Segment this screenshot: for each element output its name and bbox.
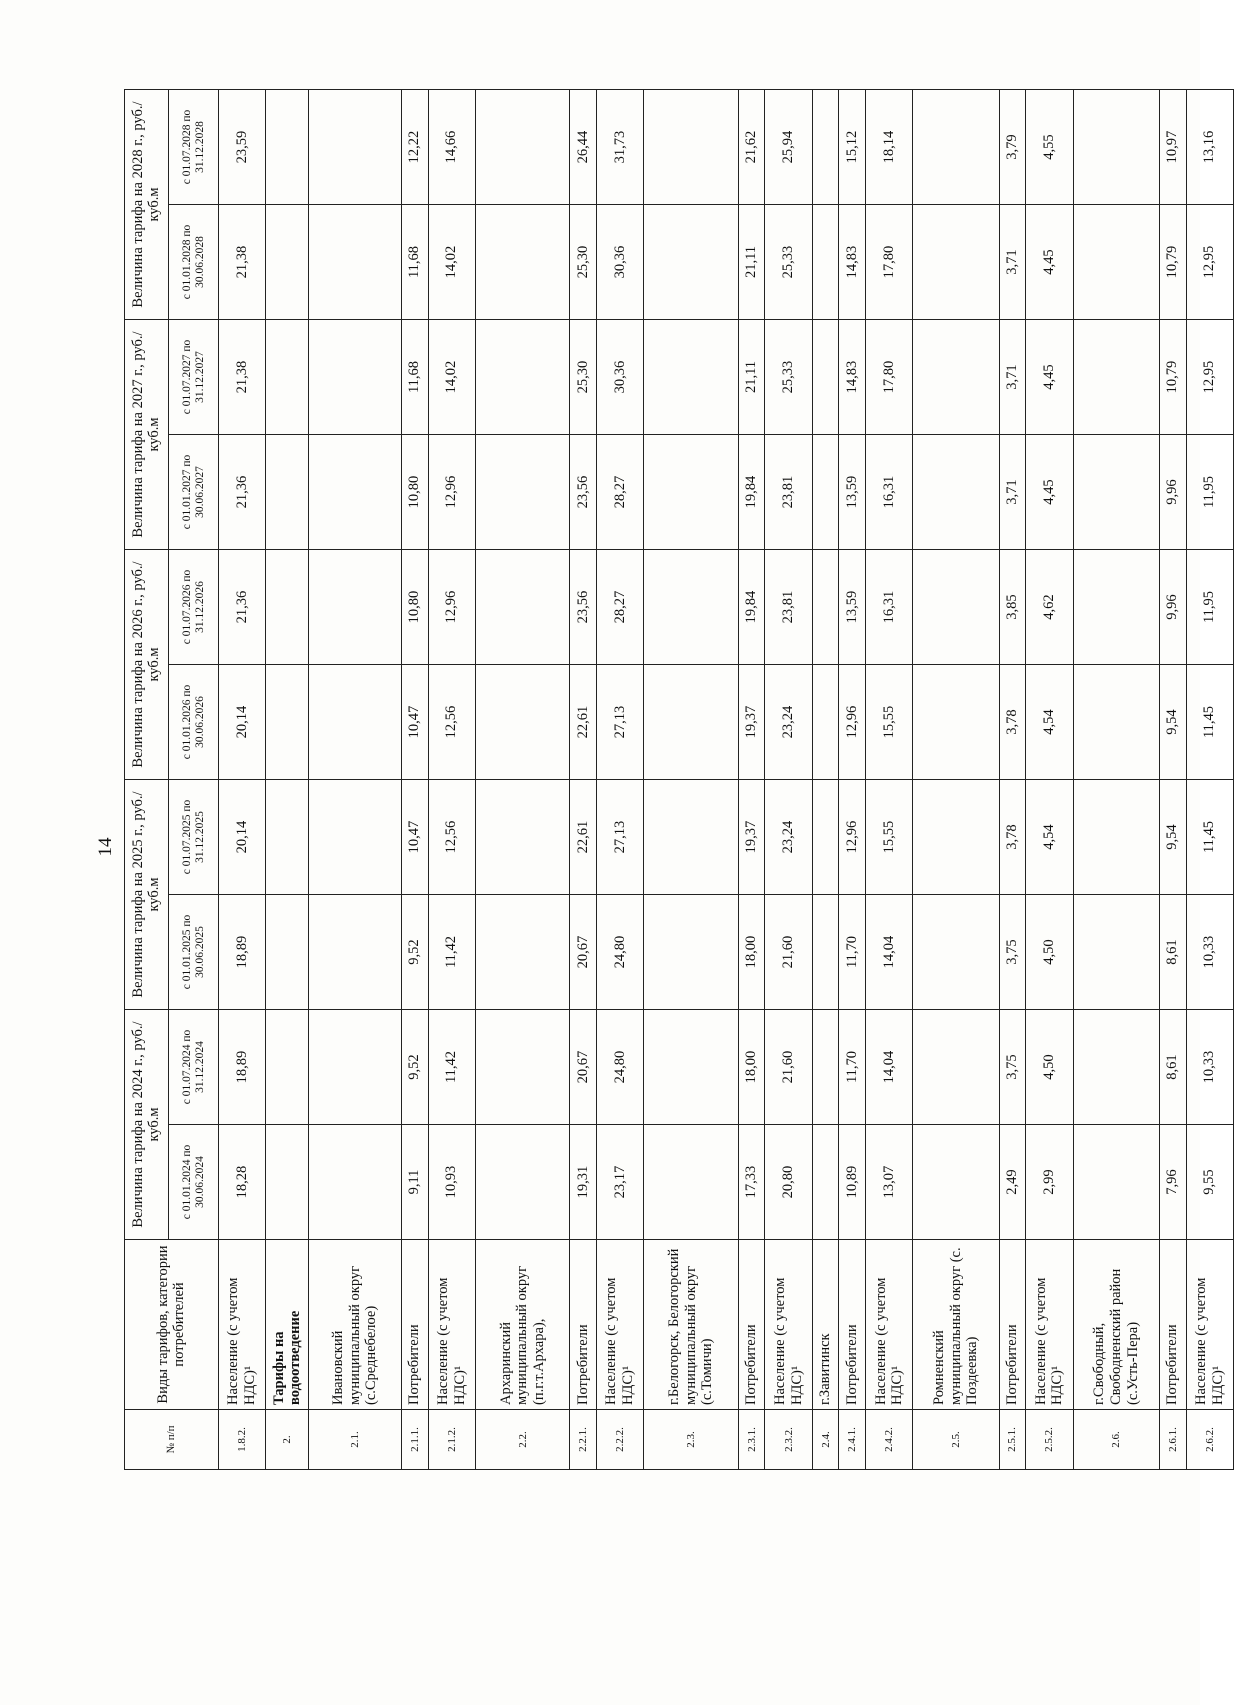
row-number: 2.2.1. <box>570 1410 597 1470</box>
tariff-value: 9,55 <box>1186 1125 1233 1240</box>
tariff-value: 9,54 <box>1159 665 1186 780</box>
tariff-value: 21,62 <box>738 90 765 205</box>
tariff-value <box>644 320 739 435</box>
tariff-value <box>475 550 570 665</box>
tariff-value: 21,36 <box>219 550 266 665</box>
row-number: 2.4.1. <box>839 1410 866 1470</box>
tariff-value: 2,99 <box>1026 1125 1073 1240</box>
table-row <box>266 90 309 1470</box>
tariff-value: 12,56 <box>428 780 475 895</box>
tariff-value: 10,80 <box>401 435 428 550</box>
tariff-value <box>812 665 839 780</box>
tariff-value: 8,61 <box>1159 895 1186 1010</box>
tariff-value <box>812 780 839 895</box>
tariff-value: 11,68 <box>401 320 428 435</box>
row-number: 2.2.2. <box>597 1410 644 1470</box>
tariff-value <box>266 435 309 550</box>
row-category: Потребители <box>401 1240 428 1410</box>
tariff-value <box>475 435 570 550</box>
row-number: 2.5.1. <box>999 1410 1026 1470</box>
tariff-value: 21,36 <box>219 435 266 550</box>
table-row <box>1186 90 1233 1470</box>
header-period: с 01.07.2025 по 31.12.2025 <box>169 780 219 895</box>
tariff-value: 9,11 <box>401 1125 428 1240</box>
tariff-value <box>644 1010 739 1125</box>
tariff-value: 16,31 <box>866 550 913 665</box>
tariff-value <box>812 90 839 205</box>
tariff-value <box>266 205 309 320</box>
tariff-value <box>309 1010 401 1125</box>
tariff-value <box>1073 435 1159 550</box>
row-number: 2.6.1. <box>1159 1410 1186 1470</box>
tariff-value: 11,42 <box>428 1010 475 1125</box>
tariff-value <box>309 320 401 435</box>
tariff-value: 3,71 <box>999 435 1026 550</box>
tariff-value <box>266 90 309 205</box>
tariff-value: 21,11 <box>738 320 765 435</box>
table-row <box>428 90 475 1470</box>
tariff-value: 13,16 <box>1186 90 1233 205</box>
row-category: Ромненский муниципальный округ (с. Поздеевка) <box>913 1240 999 1410</box>
tariff-value <box>812 320 839 435</box>
table-row <box>570 90 597 1470</box>
tariff-value: 23,56 <box>570 435 597 550</box>
tariff-value: 9,96 <box>1159 550 1186 665</box>
tariff-value: 11,95 <box>1186 435 1233 550</box>
tariff-value <box>266 895 309 1010</box>
tariff-value: 10,93 <box>428 1125 475 1240</box>
tariff-value: 10,79 <box>1159 320 1186 435</box>
tariff-value: 3,79 <box>999 90 1026 205</box>
tariff-value: 30,36 <box>597 320 644 435</box>
tariff-value: 23,81 <box>765 550 812 665</box>
header-period: с 01.07.2026 по 31.12.2026 <box>169 550 219 665</box>
tariff-value <box>812 205 839 320</box>
tariff-value <box>1073 665 1159 780</box>
tariff-value: 23,81 <box>765 435 812 550</box>
tariff-value: 11,45 <box>1186 665 1233 780</box>
tariff-value: 10,33 <box>1186 1010 1233 1125</box>
row-category: Потребители <box>999 1240 1026 1410</box>
row-category: Население (с учетом НДС)¹ <box>1026 1240 1073 1410</box>
tariff-value: 19,37 <box>738 665 765 780</box>
table-row <box>644 90 739 1470</box>
tariff-value: 18,89 <box>219 895 266 1010</box>
rotated-table-container <box>124 90 1234 1470</box>
tariff-value: 26,44 <box>570 90 597 205</box>
tariff-value <box>309 665 401 780</box>
row-category: Население (с учетом НДС)¹ <box>597 1240 644 1410</box>
table-row <box>597 90 644 1470</box>
tariff-value: 12,96 <box>428 550 475 665</box>
tariff-value <box>309 435 401 550</box>
tariff-value: 21,11 <box>738 205 765 320</box>
tariff-value: 10,47 <box>401 780 428 895</box>
tariff-value: 10,80 <box>401 550 428 665</box>
header-period: с 01.01.2026 по 30.06.2026 <box>169 665 219 780</box>
row-number: 2.4. <box>812 1410 839 1470</box>
tariff-value: 25,33 <box>765 205 812 320</box>
row-category: Население (с учетом НДС)¹ <box>428 1240 475 1410</box>
tariff-value <box>1073 550 1159 665</box>
row-category: г.Белогорск, Белогорский муниципальный округ (с.Томичи) <box>644 1240 739 1410</box>
tariff-value <box>1073 895 1159 1010</box>
tariff-value: 12,95 <box>1186 205 1233 320</box>
tariff-value: 11,70 <box>839 895 866 1010</box>
tariff-value: 28,27 <box>597 550 644 665</box>
tariff-value: 12,96 <box>839 780 866 895</box>
tariff-value: 11,68 <box>401 205 428 320</box>
tariff-value: 4,54 <box>1026 665 1073 780</box>
tariff-value: 19,37 <box>738 780 765 895</box>
tariff-value: 13,59 <box>839 435 866 550</box>
tariff-value: 17,80 <box>866 320 913 435</box>
tariff-value <box>475 780 570 895</box>
tariff-value: 11,70 <box>839 1010 866 1125</box>
table-row <box>1073 90 1159 1470</box>
header-period: с 01.01.2028 по 30.06.2028 <box>169 205 219 320</box>
row-number: 2. <box>266 1410 309 1470</box>
tariff-value <box>266 1125 309 1240</box>
tariff-value: 8,61 <box>1159 1010 1186 1125</box>
page-number: 14 <box>95 837 116 857</box>
tariff-value: 18,14 <box>866 90 913 205</box>
tariff-value: 23,24 <box>765 665 812 780</box>
tariff-value <box>812 435 839 550</box>
tariff-value: 2,49 <box>999 1125 1026 1240</box>
tariff-value: 4,45 <box>1026 320 1073 435</box>
tariff-value: 20,14 <box>219 665 266 780</box>
tariff-value: 11,45 <box>1186 780 1233 895</box>
row-category: Население (с учетом НДС)¹ <box>1186 1240 1233 1410</box>
tariff-value: 12,95 <box>1186 320 1233 435</box>
tariff-value: 3,78 <box>999 780 1026 895</box>
tariff-value: 12,96 <box>839 665 866 780</box>
tariff-value: 19,84 <box>738 550 765 665</box>
tariff-value: 20,67 <box>570 895 597 1010</box>
row-category: Потребители <box>1159 1240 1186 1410</box>
table-row <box>219 90 266 1470</box>
tariff-value <box>913 895 999 1010</box>
row-category: Потребители <box>570 1240 597 1410</box>
header-period: с 01.07.2028 по 31.12.2028 <box>169 90 219 205</box>
tariff-value: 14,83 <box>839 205 866 320</box>
tariff-value: 20,14 <box>219 780 266 895</box>
tariff-value <box>913 1125 999 1240</box>
tariff-value: 14,83 <box>839 320 866 435</box>
tariff-value: 18,89 <box>219 1010 266 1125</box>
table-row <box>401 90 428 1470</box>
tariff-value: 16,31 <box>866 435 913 550</box>
row-category: Архаринский муниципальный округ (п.г.т.Архара), <box>475 1240 570 1410</box>
table-row <box>1159 90 1186 1470</box>
header-kind: Виды тарифов, категории потребителей <box>125 1240 219 1410</box>
tariff-value: 21,38 <box>219 205 266 320</box>
tariff-value: 18,00 <box>738 1010 765 1125</box>
tariff-value <box>309 1125 401 1240</box>
tariff-value: 18,28 <box>219 1125 266 1240</box>
row-number: 2.2. <box>475 1410 570 1470</box>
tariff-value: 24,80 <box>597 895 644 1010</box>
tariff-value: 20,80 <box>765 1125 812 1240</box>
tariff-value: 13,07 <box>866 1125 913 1240</box>
tariff-value: 3,71 <box>999 320 1026 435</box>
table-row <box>1026 90 1073 1470</box>
tariff-value: 9,52 <box>401 895 428 1010</box>
tariff-value <box>475 90 570 205</box>
tariff-value: 9,52 <box>401 1010 428 1125</box>
tariff-value <box>644 665 739 780</box>
tariff-value <box>1073 780 1159 895</box>
tariff-value <box>913 780 999 895</box>
tariff-value: 7,96 <box>1159 1125 1186 1240</box>
tariff-value: 25,30 <box>570 205 597 320</box>
tariff-value <box>266 780 309 895</box>
tariff-value: 17,33 <box>738 1125 765 1240</box>
table-row <box>839 90 866 1470</box>
tariff-value <box>913 90 999 205</box>
tariff-value: 18,00 <box>738 895 765 1010</box>
tariff-value: 13,59 <box>839 550 866 665</box>
tariff-value <box>913 205 999 320</box>
tariff-value: 27,13 <box>597 665 644 780</box>
row-number: 2.4.2. <box>866 1410 913 1470</box>
header-period: с 01.07.2027 по 31.12.2027 <box>169 320 219 435</box>
tariff-value: 17,80 <box>866 205 913 320</box>
tariff-value: 3,85 <box>999 550 1026 665</box>
tariff-value <box>1073 1010 1159 1125</box>
row-number: 2.3.2. <box>765 1410 812 1470</box>
tariff-value: 3,75 <box>999 895 1026 1010</box>
tariff-value: 12,96 <box>428 435 475 550</box>
row-category: Тарифы на водоотведение <box>266 1240 309 1410</box>
tariff-value: 15,55 <box>866 780 913 895</box>
tariff-value: 23,17 <box>597 1125 644 1240</box>
table-body <box>219 90 1234 1470</box>
tariff-value <box>913 1010 999 1125</box>
tariff-value <box>644 895 739 1010</box>
tariff-value: 14,04 <box>866 895 913 1010</box>
tariff-value: 27,13 <box>597 780 644 895</box>
tariff-value: 31,73 <box>597 90 644 205</box>
tariff-value <box>1073 1125 1159 1240</box>
tariff-value <box>644 1125 739 1240</box>
tariff-table <box>124 89 1234 1470</box>
tariff-value: 19,84 <box>738 435 765 550</box>
header-group-2026: Величина тарифа на 2026 г., руб./куб.м <box>125 550 169 780</box>
tariff-value: 19,31 <box>570 1125 597 1240</box>
tariff-value: 15,12 <box>839 90 866 205</box>
tariff-value <box>913 550 999 665</box>
tariff-value: 24,80 <box>597 1010 644 1125</box>
table-row <box>738 90 765 1470</box>
tariff-value: 11,95 <box>1186 550 1233 665</box>
tariff-value: 21,38 <box>219 320 266 435</box>
tariff-value <box>644 205 739 320</box>
row-category: Население (с учетом НДС)¹ <box>765 1240 812 1410</box>
header-group-2028: Величина тарифа на 2028 г., руб./куб.м <box>125 90 169 320</box>
tariff-value <box>309 895 401 1010</box>
table-row <box>999 90 1026 1470</box>
row-category: Население (с учетом НДС)¹ <box>219 1240 266 1410</box>
tariff-value <box>1073 205 1159 320</box>
header-period: с 01.01.2025 по 30.06.2025 <box>169 895 219 1010</box>
tariff-value <box>309 550 401 665</box>
header-group-2024: Величина тарифа на 2024 г., руб./куб.м <box>125 1010 169 1240</box>
tariff-value <box>475 205 570 320</box>
row-category: г.Свободный, Свободненский район (с.Усть-Пера) <box>1073 1240 1159 1410</box>
table-row <box>866 90 913 1470</box>
tariff-value: 12,22 <box>401 90 428 205</box>
tariff-value: 4,45 <box>1026 435 1073 550</box>
tariff-value <box>475 1125 570 1240</box>
tariff-value: 3,78 <box>999 665 1026 780</box>
tariff-value <box>475 1010 570 1125</box>
row-category: Население (с учетом НДС)¹ <box>866 1240 913 1410</box>
tariff-value: 25,33 <box>765 320 812 435</box>
tariff-value <box>812 1125 839 1240</box>
table-row <box>812 90 839 1470</box>
tariff-value: 4,50 <box>1026 895 1073 1010</box>
header-group-2027: Величина тарифа на 2027 г., руб./куб.м <box>125 320 169 550</box>
tariff-value: 10,89 <box>839 1125 866 1240</box>
tariff-value: 4,45 <box>1026 205 1073 320</box>
tariff-value <box>266 320 309 435</box>
row-category: Потребители <box>738 1240 765 1410</box>
tariff-value: 28,27 <box>597 435 644 550</box>
tariff-value <box>644 550 739 665</box>
tariff-value: 21,60 <box>765 1010 812 1125</box>
tariff-value: 23,56 <box>570 550 597 665</box>
table-row <box>309 90 401 1470</box>
row-number: 2.3. <box>644 1410 739 1470</box>
tariff-value: 4,55 <box>1026 90 1073 205</box>
row-category: Потребители <box>839 1240 866 1410</box>
tariff-value: 10,33 <box>1186 895 1233 1010</box>
tariff-value: 10,97 <box>1159 90 1186 205</box>
tariff-value: 3,75 <box>999 1010 1026 1125</box>
row-number: 2.6. <box>1073 1410 1159 1470</box>
tariff-value: 23,59 <box>219 90 266 205</box>
tariff-value: 4,50 <box>1026 1010 1073 1125</box>
tariff-value: 15,55 <box>866 665 913 780</box>
tariff-value: 10,47 <box>401 665 428 780</box>
row-number: 2.1.1. <box>401 1410 428 1470</box>
tariff-value <box>913 665 999 780</box>
tariff-value <box>812 550 839 665</box>
tariff-value <box>913 320 999 435</box>
tariff-value <box>644 435 739 550</box>
tariff-value: 22,61 <box>570 780 597 895</box>
header-period: с 01.07.2024 по 31.12.2024 <box>169 1010 219 1125</box>
tariff-value <box>475 895 570 1010</box>
tariff-value: 30,36 <box>597 205 644 320</box>
tariff-value: 25,94 <box>765 90 812 205</box>
row-number: 2.6.2. <box>1186 1410 1233 1470</box>
tariff-value <box>266 1010 309 1125</box>
tariff-value: 4,62 <box>1026 550 1073 665</box>
tariff-value <box>475 665 570 780</box>
tariff-value: 10,79 <box>1159 205 1186 320</box>
tariff-value <box>1073 90 1159 205</box>
tariff-value: 9,96 <box>1159 435 1186 550</box>
table-row <box>913 90 999 1470</box>
tariff-value: 14,02 <box>428 320 475 435</box>
tariff-value <box>812 1010 839 1125</box>
row-number: 1.8.2. <box>219 1410 266 1470</box>
tariff-value: 25,30 <box>570 320 597 435</box>
header-period: с 01.01.2024 по 30.06.2024 <box>169 1125 219 1240</box>
row-category: Ивановский муниципальный округ (с.Среднебелое) <box>309 1240 401 1410</box>
row-number: 2.5. <box>913 1410 999 1470</box>
tariff-value <box>309 90 401 205</box>
row-number: 2.1.2. <box>428 1410 475 1470</box>
tariff-value: 9,54 <box>1159 780 1186 895</box>
tariff-value <box>1073 320 1159 435</box>
tariff-value <box>266 665 309 780</box>
tariff-value <box>309 205 401 320</box>
header-group-2025: Величина тарифа на 2025 г., руб./куб.м <box>125 780 169 1010</box>
tariff-value <box>266 550 309 665</box>
row-category: г.Завитинск <box>812 1240 839 1410</box>
header-period: с 01.01.2027 по 30.06.2027 <box>169 435 219 550</box>
table-row <box>765 90 812 1470</box>
tariff-value: 3,71 <box>999 205 1026 320</box>
tariff-value: 4,54 <box>1026 780 1073 895</box>
row-number: 2.5.2. <box>1026 1410 1073 1470</box>
tariff-value <box>913 435 999 550</box>
tariff-value: 23,24 <box>765 780 812 895</box>
tariff-value: 12,56 <box>428 665 475 780</box>
tariff-value <box>644 780 739 895</box>
tariff-value: 14,02 <box>428 205 475 320</box>
header-num: № п/п <box>125 1410 219 1470</box>
tariff-value: 21,60 <box>765 895 812 1010</box>
table-row <box>475 90 570 1470</box>
tariff-value: 20,67 <box>570 1010 597 1125</box>
tariff-value <box>644 90 739 205</box>
tariff-value: 14,04 <box>866 1010 913 1125</box>
tariff-value: 11,42 <box>428 895 475 1010</box>
tariff-value: 14,66 <box>428 90 475 205</box>
tariff-value <box>475 320 570 435</box>
row-number: 2.1. <box>309 1410 401 1470</box>
tariff-value <box>309 780 401 895</box>
tariff-value <box>812 895 839 1010</box>
row-number: 2.3.1. <box>738 1410 765 1470</box>
tariff-value: 22,61 <box>570 665 597 780</box>
